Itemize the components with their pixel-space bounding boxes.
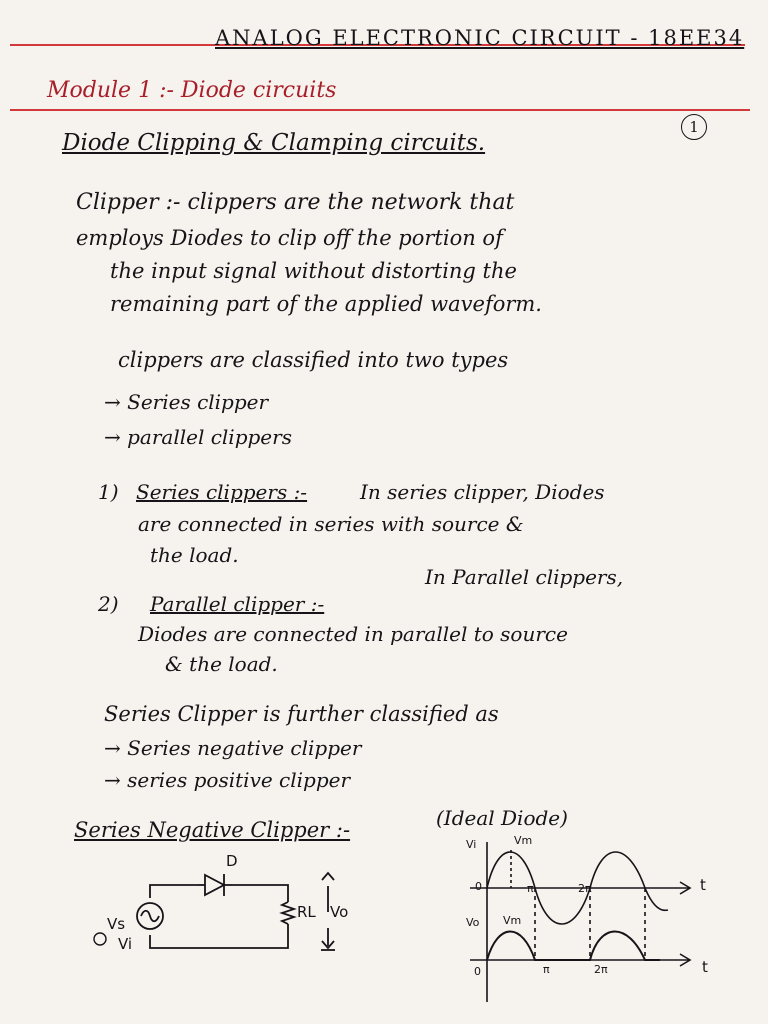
diode-label: D	[226, 852, 238, 870]
series-clippers-number: 1)	[98, 480, 119, 504]
series-clippers-line-2: the load.	[150, 543, 239, 567]
output-t-label: t	[702, 958, 708, 976]
series-clippers-text: In series clipper, Diodes	[360, 480, 605, 504]
input-2pi-label: 2π	[578, 882, 592, 895]
classification-intro: clippers are classified into two types	[118, 348, 509, 372]
parallel-clipper-term: Parallel clipper :-	[150, 592, 325, 616]
series-negative-title: Series Negative Clipper :-	[74, 818, 351, 842]
output-voltage-label: Vo	[330, 903, 349, 921]
clipper-def-line-2: employs Diodes to clip off the portion of	[76, 226, 503, 250]
parallel-clipper-line-1: Diodes are connected in parallel to source	[138, 622, 568, 646]
input-voltage-label: Vi	[118, 935, 133, 953]
clipper-def-line-3: the input signal without distorting the	[110, 259, 517, 283]
clipper-def-line-4: remaining part of the applied waveform.	[110, 292, 542, 316]
topic-title: Diode Clipping & Clamping circuits.	[62, 130, 486, 156]
parallel-clipper-text: In Parallel clippers,	[425, 565, 624, 589]
resistor-label: RL	[297, 903, 316, 921]
source-label: Vs	[107, 915, 126, 933]
output-waveform	[470, 932, 690, 967]
page-number: 1	[681, 114, 707, 140]
series-further-item-2: → series positive clipper	[104, 768, 351, 792]
diode-symbol	[198, 874, 232, 896]
parallel-clipper-number: 2)	[98, 592, 119, 616]
vo-axis-label: Vo	[466, 916, 480, 929]
output-pi-label: π	[543, 963, 550, 976]
classification-item-2: → parallel clippers	[104, 425, 292, 449]
parallel-clipper-line-2: & the load.	[165, 652, 278, 676]
input-origin-label: 0	[475, 880, 482, 893]
vi-axis-label: Vi	[466, 838, 477, 851]
page-header: ANALOG ELECTRONIC CIRCUIT - 18EE34	[215, 26, 745, 50]
output-origin-label: 0	[474, 965, 481, 978]
module-title: Module 1 :- Diode circuits	[47, 78, 337, 103]
ideal-diode-note: (Ideal Diode)	[436, 806, 568, 830]
vm-peak-label: Vm	[514, 834, 533, 847]
series-further-item-1: → Series negative clipper	[104, 736, 362, 760]
series-clippers-term: Series clippers :-	[136, 480, 308, 504]
classification-item-1: → Series clipper	[104, 390, 269, 414]
series-further-intro: Series Clipper is further classified as	[104, 702, 499, 726]
input-pi-label: π	[527, 882, 534, 895]
series-clippers-line-1: are connected in series with source &	[138, 512, 524, 536]
output-2pi-label: 2π	[594, 963, 608, 976]
input-t-label: t	[700, 876, 706, 894]
clipper-def-line-1: Clipper :- clippers are the network that	[76, 190, 515, 215]
output-vm-label: Vm	[503, 914, 522, 927]
